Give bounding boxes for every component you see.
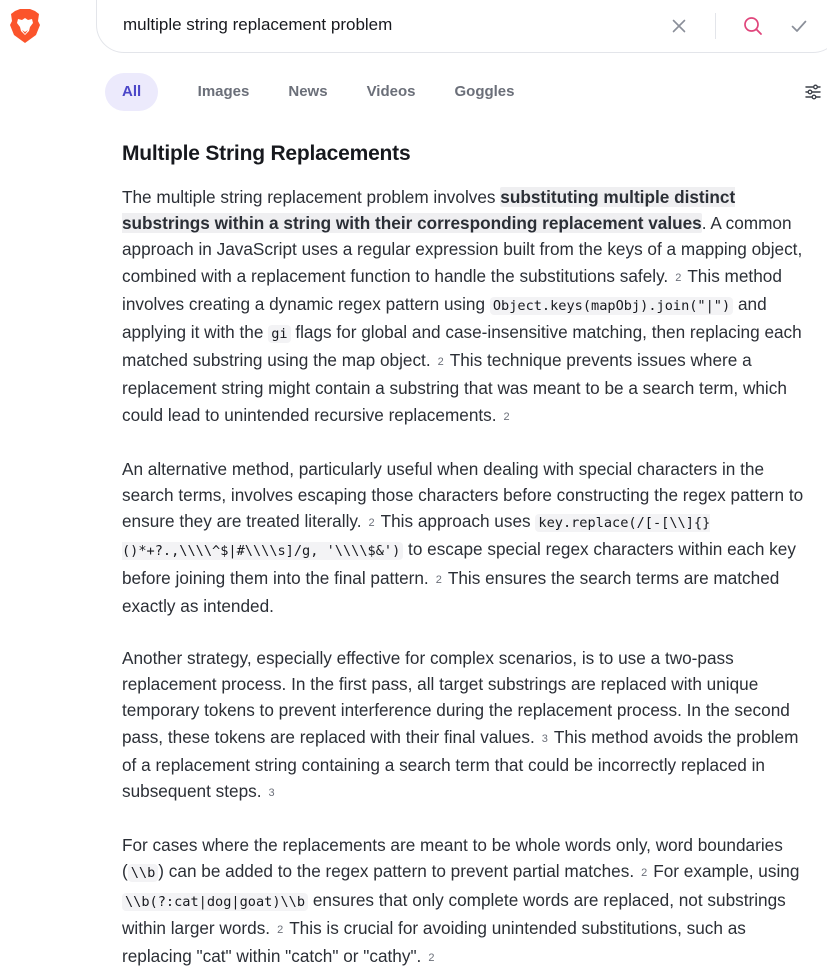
tab-images[interactable]: Images xyxy=(197,83,250,100)
citation-link[interactable]: 2 xyxy=(503,410,510,423)
text: to escape special regex characters within each key before joining them into the final pattern. xyxy=(122,539,796,588)
search-icon[interactable] xyxy=(742,15,764,37)
answer-paragraph-4 xyxy=(122,832,812,967)
text: flags for global and case-insensitive matching, then replacing each matched substring using the map object. xyxy=(122,322,802,371)
search-tabs xyxy=(105,73,534,111)
text: and applying it with the xyxy=(122,293,767,343)
citation-link[interactable]: 3 xyxy=(268,787,275,800)
answer-paragraph-1 xyxy=(122,184,812,430)
brave-lion-logo-icon[interactable] xyxy=(9,8,41,44)
answer-title: Multiple String Replacements xyxy=(122,142,411,165)
text: This technique prevents issues where a replacement string might contain a substring that was meant to be a search term, which could lead to unintended recursive replacements. xyxy=(122,350,787,425)
search-input[interactable] xyxy=(123,15,643,35)
tab-news[interactable]: News xyxy=(288,83,328,100)
citation-link[interactable]: 2 xyxy=(277,923,284,936)
inline-code: key.replace(/[-[\\]{}()*+?.,\\\\^$|#\\\\s]/g, '\\\\$&') xyxy=(122,515,711,560)
clear-search-icon[interactable] xyxy=(669,16,689,36)
tab-goggles[interactable]: Goggles xyxy=(454,83,515,100)
tab-videos[interactable]: Videos xyxy=(366,83,416,100)
ai-answer xyxy=(122,142,812,967)
inline-code: gi xyxy=(268,325,290,343)
answer-paragraph-2 xyxy=(122,456,812,619)
checkmark-icon[interactable] xyxy=(789,16,809,36)
citation-link[interactable]: 3 xyxy=(541,732,548,745)
text: This method involves creating a dynamic regex pattern using xyxy=(122,265,782,314)
search-divider xyxy=(715,13,716,39)
text: Another strategy, especially effective for complex scenarios, is to use a two-pass replacement process. In the first pass, all target substrings are replaced with unique temporary tokens to prevent interference during the replacement process. In the second pass, these tokens are replaced with their final values. xyxy=(122,648,790,747)
citation-link[interactable]: 2 xyxy=(368,517,375,530)
text: An alternative method, particularly useful when dealing with special characters in the search terms, involves escaping those characters before constructing the regex pattern to ensure they are treated literally. xyxy=(122,458,804,532)
citation-link[interactable]: 2 xyxy=(675,271,682,284)
inline-code: Object.keys(mapObj).join("|") xyxy=(490,297,733,315)
text: This is crucial for avoiding unintended substitutions, such as replacing "cat" within "catch" or "cathy". xyxy=(122,917,746,967)
text: For example, using xyxy=(653,861,800,882)
citation-link[interactable]: 2 xyxy=(641,867,648,880)
highlighted-text: substituting multiple distinct substrings within a string with their corresponding replacement values xyxy=(122,187,736,234)
inline-code: \\b(?:cat|dog|goat)\\b xyxy=(122,893,308,911)
tab-all[interactable]: All xyxy=(105,73,158,111)
text: This approach uses xyxy=(380,511,536,532)
citation-link[interactable]: 2 xyxy=(435,573,442,586)
text: ensures that only complete words are replaced, not substrings within larger words. xyxy=(122,889,786,938)
citation-link[interactable]: 2 xyxy=(437,356,444,369)
answer-paragraph-3 xyxy=(122,645,812,806)
text: . A common approach in JavaScript uses a regular expression built from the keys of a mapping object, combined with a replacement function to handle the substitutions safely. xyxy=(122,213,803,286)
search-bar xyxy=(96,0,827,53)
filter-settings-icon[interactable] xyxy=(803,82,823,102)
text: For cases where the replacements are meant to be whole words only, word boundaries ( xyxy=(122,835,783,882)
text: This method avoids the problem of a replacement string containing a search term that could be incorrectly replaced in subsequent steps. xyxy=(122,726,799,802)
citation-link[interactable]: 2 xyxy=(428,952,435,965)
inline-code: \\b xyxy=(128,864,159,882)
text: ) can be added to the regex pattern to prevent partial matches. xyxy=(158,861,635,882)
text: The multiple string replacement problem involves xyxy=(122,187,501,207)
text: This ensures the search terms are matched exactly as intended. xyxy=(122,567,780,616)
